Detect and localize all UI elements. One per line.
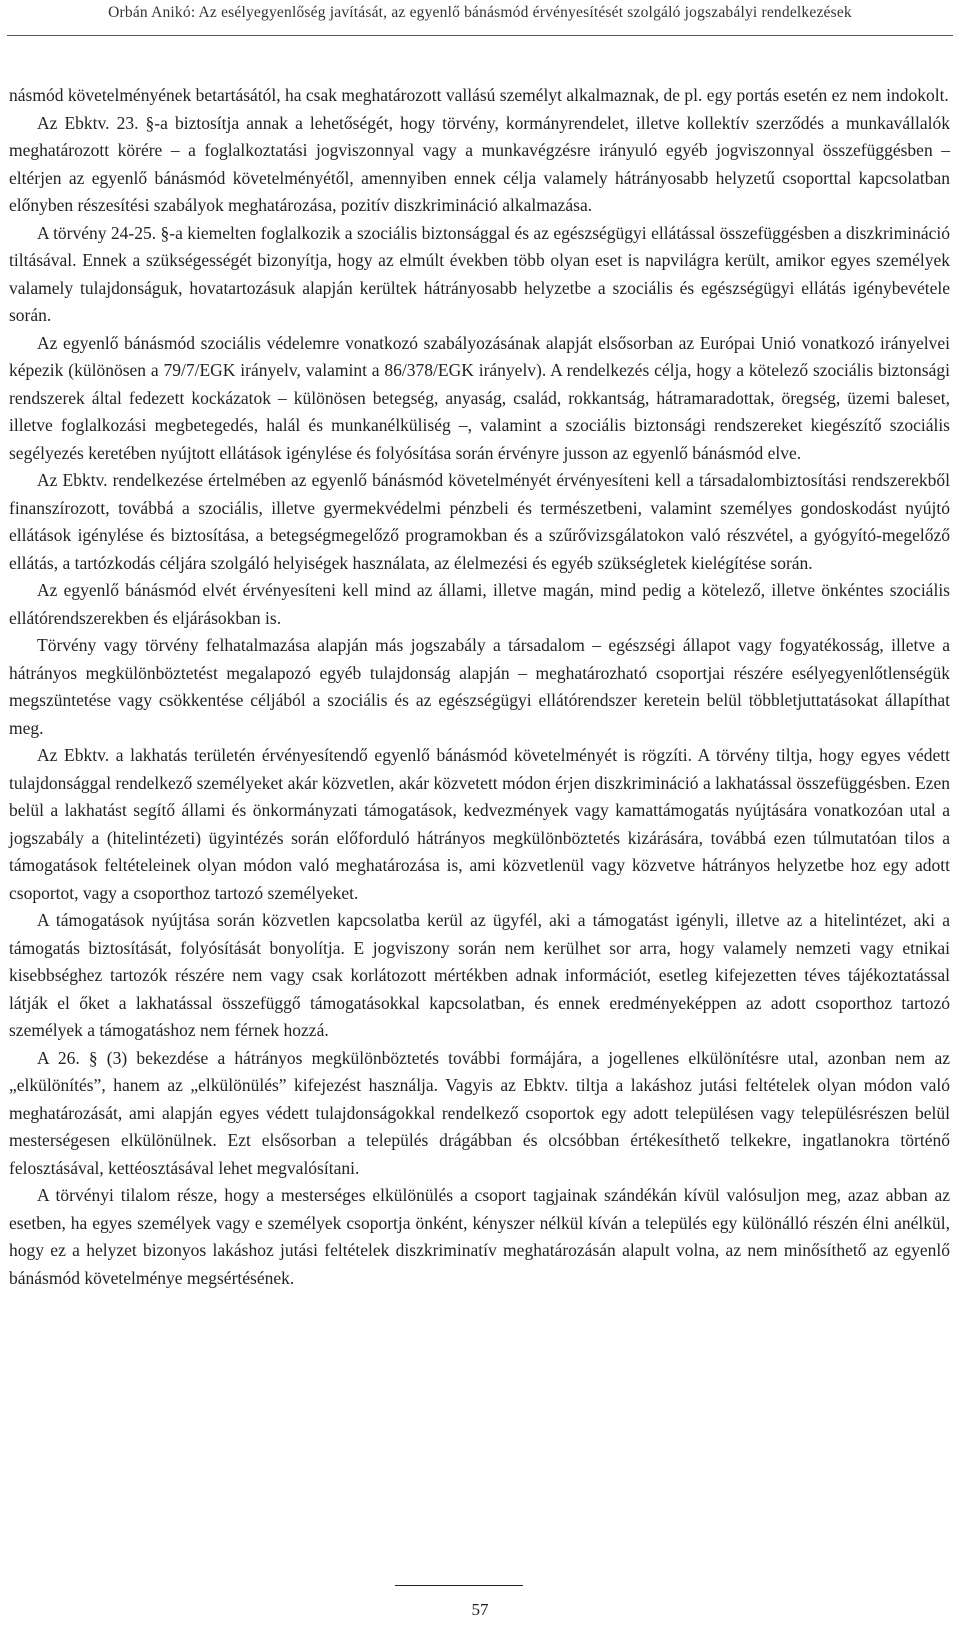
paragraph: Az Ebktv. rendelkezése értelmében az egyenlő bánásmód követelményét érvényesíteni kell a társadalombiztosítási rendszerekből finanszírozott, továbbá a szociális, illetve gyermekvédelmi pénzbeli és természetbeni, valamint személyes gondoskodást nyújtó ellátások igénylése és biztosítása, a betegségmegelőző programokban és a szűrővizsgálatokon való részvétel, a gyógyító-megelőző ellátás, a tartózkodás céljára szolgáló helyiségek használata, az élelmezési és egyéb szükségletek kielégítése során.: [9, 470, 950, 573]
footer-divider: [395, 1585, 523, 1586]
paragraph: násmód követelményének betartásától, ha csak meghatározott vallású személyt alkalmaznak, de pl. egy portás esetén ez nem indokolt.: [9, 85, 949, 105]
page-number: 57: [471, 1600, 489, 1619]
paragraph: Törvény vagy törvény felhatalmazása alapján más jogszabály a társadalom – egészségi állapot vagy fogyatékosság, illetve a hátrányos megkülönböztetést megalapozó egyéb tulajdonság alapján – meghatározható csoportjai részére esélyegyenlőtlenségük megszüntetése vagy csökkentése céljából a szociális és az egészségügyi ellátórendszer keretein belül többletjuttatásokat állapíthat meg.: [9, 635, 950, 738]
paragraph: Az egyenlő bánásmód elvét érvényesíteni kell mind az állami, illetve magán, mind pedig a kötelező, illetve önkéntes szociális ellátórendszerekben és eljárásokban is.: [9, 580, 950, 628]
paragraph: Az Ebktv. a lakhatás területén érvényesítendő egyenlő bánásmód követelményét is rögzíti. A törvény tiltja, hogy egyes védett tulajdonsággal rendelkező személyeket akár közvetlen, akár közvetett módon érjen diszkrimináció a lakhatással összefüggésben. Ezen belül a lakhatást segítő állami és önkormányzati támogatások, kedvezmények vagy kamattámogatás nyújtására vonatkozóan utal a jogszabály a (hitelintézeti) ügyintézés során előforduló hátrányos megkülönböztetés kizárására, továbbá ezen túlmutatóan tilos a támogatások feltételeinek olyan módon való meghatározása is, ami közvetlenül vagy közvetve hátrányos helyzetbe hoz egy adott csoportot, vagy a csoporthoz tartozó személyeket.: [9, 745, 950, 903]
paragraph: Az egyenlő bánásmód szociális védelemre vonatkozó szabályozásának alapját elsősorban az Európai Unió vonatkozó irányelvei képezik (különösen a 79/7/EGK irányelv, valamint a 86/378/EGK irányelv). A rendelkezés célja, hogy a kötelező szociális biztonsági rendszerek által fedezett kockázatok – különösen betegség, anyaság, család, rokkantság, hátramaradottak, öregség, üzemi baleset, illetve foglalkozási megbetegedés, halál és munkanélküliség –, valamint a szociális biztonsági rendszereket kiegészítő szociális segélyezés keretében nyújtott ellátások igénylése és folyósítása során érvényre jusson az egyenlő bánásmód elve.: [9, 332, 950, 463]
running-header: Orbán Anikó: Az esélyegyenlőség javítását, az egyenlő bánásmód érvényesítését szolgáló jogszabályi rendelkezések: [108, 4, 852, 21]
paragraph: A törvényi tilalom része, hogy a mesterséges elkülönülés a csoport tagjainak szándékán kívül valósuljon meg, azaz abban az esetben, ha egyes személyek vagy e személyek csoportja önként, kényszer nélkül kíván a település egy különálló részén élni anélkül, hogy ez a helyzet bizonyos lakáshoz jutási feltételek diszkriminatív meghatározásán alapult volna, az nem minősíthető az egyenlő bánásmód követelménye megsértésének.: [9, 1185, 950, 1288]
paragraph: A törvény 24-25. §-a kiemelten foglalkozik a szociális biztonsággal és az egészségügyi ellátással összefüggésben a diszkrimináció tiltásával. Ennek a szükségességét bizonyítja, hogy az elmúlt években több olyan eset is napvilágra került, amikor egyes személyek valamely tulajdonságuk, hovatartozásuk alapján kerültek hátrányosabb helyzetbe a szociális és egészségügyi ellátás igénybevétele során.: [9, 222, 950, 325]
paragraph: Az Ebktv. 23. §-a biztosítja annak a lehetőségét, hogy törvény, kormányrendelet, illetve kollektív szerződés a munkavállalók meghatározott körére – a foglalkoztatási jogviszonnyal vagy a munkavégzésre irányuló egyéb jogviszonnyal összefüggésben – eltérjen az egyenlő bánásmód követelményétől, amennyiben ennek célja valamely hátrányosabb helyzetű csoporttal kapcsolatban előnyben részesítési szabályok meghatározása, pozitív diszkrimináció alkalmazása.: [9, 112, 950, 215]
header-divider: [7, 35, 953, 36]
body-text: [9, 82, 950, 1292]
paragraph: A támogatások nyújtása során közvetlen kapcsolatba kerül az ügyfél, aki a támogatást igényli, illetve az a hitelintézet, aki a támogatás biztosítását, folyósítását bonyolítja. E jogviszony során nem kerülhet sor arra, hogy valamely nemzeti vagy etnikai kisebbséghez tartozók részére nem vagy csak korlátozott mértékben adnak információt, esetleg kifejezetten téves tájékoztatással látják el őket a lakhatással összefüggő támogatásokkal kapcsolatban, és ennek eredményeképpen az adott csoporthoz tartozó személyek a támogatáshoz nem férnek hozzá.: [9, 910, 950, 1040]
paragraph: A 26. § (3) bekezdése a hátrányos megkülönböztetés további formájára, a jogellenes elkülönítésre utal, azonban nem az „elkülönítés”, hanem az „elkülönülés” kifejezést használja. Vagyis az Ebktv. tiltja a lakáshoz jutási feltételek olyan módon való meghatározását, ami alapján egyes védett tulajdonságokkal rendelkező csoportok egy adott településen vagy településrészen belül mesterségesen elkülönülnek. Ezt elsősorban a település drágábban és olcsóbban értékesíthető telkekre, ingatlanokra történő felosztásával, kettéosztásával lehet megvalósítani.: [9, 1047, 950, 1178]
